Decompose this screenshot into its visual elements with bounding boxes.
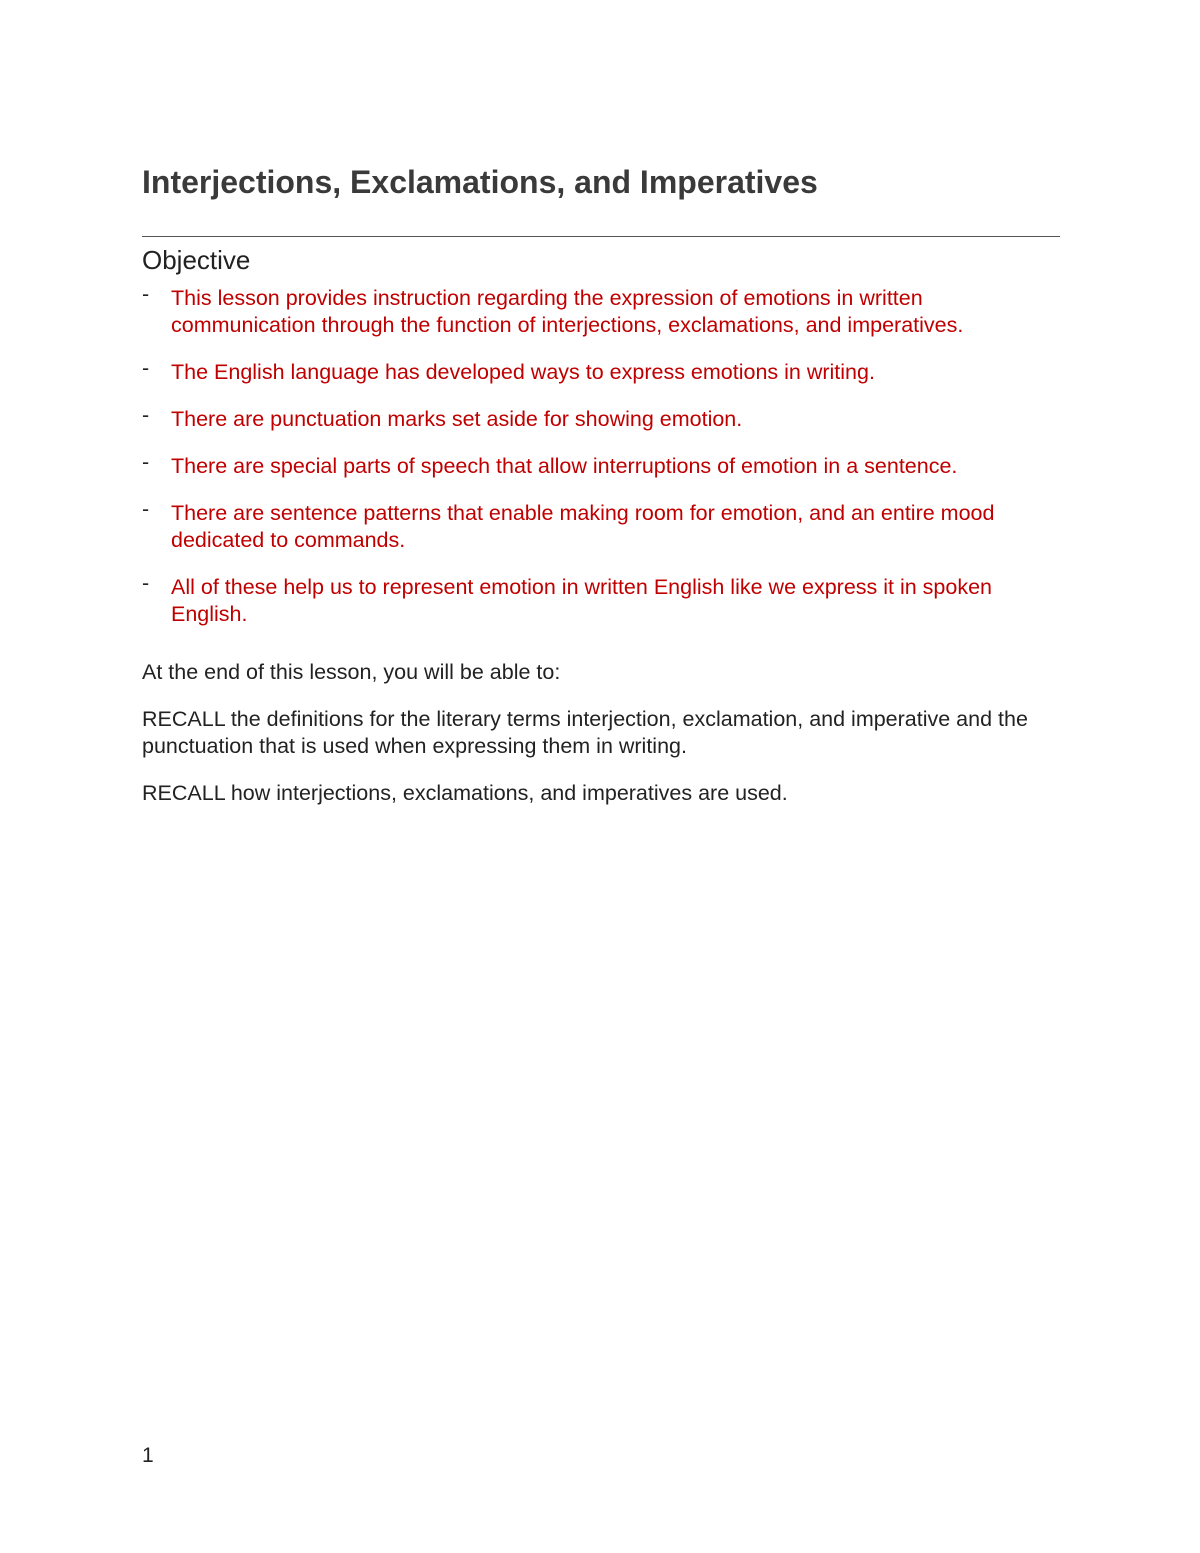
outcome-item: RECALL the definitions for the literary terms interjection, exclamation, and imperative and the punctuation that is used when expressing them in writing. xyxy=(142,707,1028,758)
objective-item-text: There are punctuation marks set aside for showing emotion. xyxy=(171,407,743,431)
objective-item xyxy=(142,403,1072,433)
objective-item xyxy=(142,356,1072,386)
objective-item xyxy=(142,450,1072,480)
dash-bullet: - xyxy=(142,497,150,521)
page-title: Interjections, Exclamations, and Imperatives xyxy=(142,164,818,200)
objective-item xyxy=(142,282,1072,339)
objective-item-text: The English language has developed ways to express emotions in writing. xyxy=(171,360,875,384)
dash-bullet: - xyxy=(142,450,150,474)
dash-bullet: - xyxy=(142,356,150,380)
dash-bullet: - xyxy=(142,403,150,427)
dash-bullet: - xyxy=(142,282,150,306)
outcome-item: RECALL how interjections, exclamations, and imperatives are used. xyxy=(142,781,788,805)
objective-heading: Objective xyxy=(142,245,251,275)
page-number: 1 xyxy=(142,1444,154,1467)
outcomes-intro: At the end of this lesson, you will be able to: xyxy=(142,660,561,684)
objective-item-text: There are special parts of speech that allow interruptions of emotion in a sentence. xyxy=(171,454,958,478)
title-divider xyxy=(142,236,1060,237)
dash-bullet: - xyxy=(142,571,150,595)
objective-item-text: All of these help us to represent emotion in written English like we express it in spoken English. xyxy=(171,575,993,626)
objective-item-text: This lesson provides instruction regarding the expression of emotions in written communication through the function of interjections, exclamations, and imperatives. xyxy=(171,286,964,337)
objective-item-text: There are sentence patterns that enable making room for emotion, and an entire mood dedicated to commands. xyxy=(171,501,995,552)
objective-list xyxy=(142,282,1072,648)
objective-item xyxy=(142,571,1072,628)
learning-outcomes xyxy=(142,659,1072,827)
objective-item xyxy=(142,497,1072,554)
